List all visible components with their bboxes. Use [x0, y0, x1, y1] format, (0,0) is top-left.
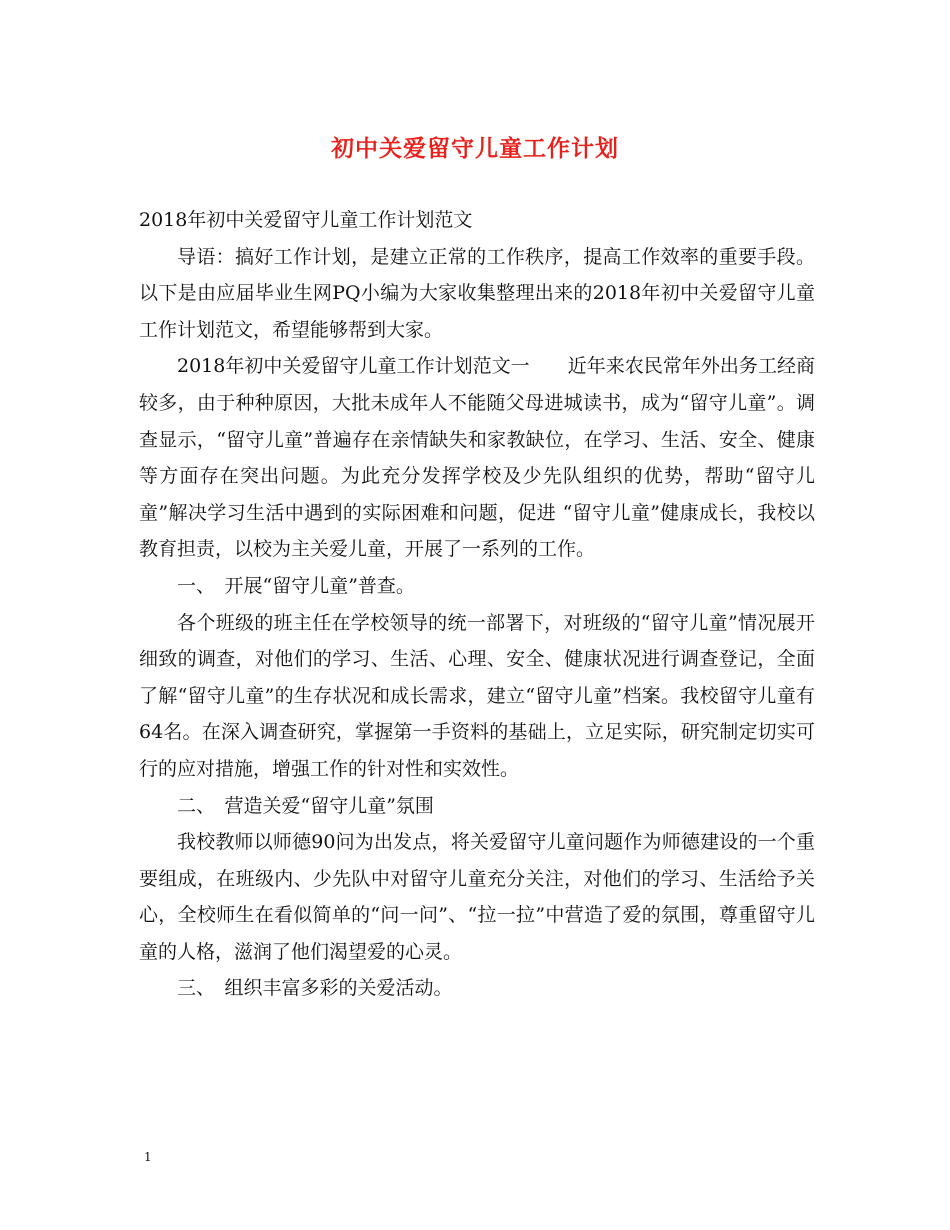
section-heading-3: 三、 组织丰富多彩的关爱活动。 [177, 977, 453, 1000]
subtitle-paragraph: 2018年初中关爱留守儿童工作计划范文 [139, 209, 473, 231]
document-body [139, 202, 815, 1007]
intro-paragraph: 导语：搞好工作计划，是建立正常的工作秩序，提高工作效率的重要手段。以下是由应届毕业生网PQ小编为大家收集整理出来的2018年初中关爱留守儿童工作计划范文，希望能够帮到大家。 [139, 245, 815, 341]
page-number: 1 [144, 1150, 152, 1164]
body-paragraph-3: 我校教师以师德90问为出发点，将关爱留守儿童问题作为师德建设的一个重要组成，在班级内、少先队中对留守儿童充分关注，对他们的学习、生活给予关心，全校师生在看似简单的“问一问”、“拉一拉”中营造了爱的氛围，尊重留守儿童的人格，滋润了他们渴望爱的心灵。 [139, 831, 815, 963]
document-title: 初中关爱留守儿童工作计划 [331, 135, 619, 162]
body-paragraph-1: 2018年初中关爱留守儿童工作计划范文一 近年来农民常年外出务工经商较多，由于种种原因，大批未成年人不能随父母进城读书，成为“留守儿童”。调查显示，“留守儿童”普遍存在亲情缺失和家教缺位，在学习、生活、安全、健康等方面存在突出问题。为此充分发挥学校及少先队组织的优势，帮助“留守儿童”解决学习生活中遇到的实际困难和问题，促进 “留守儿童”健康成长，我校以教育担责，以校为主关爱儿童，开展了一系列的工作。 [139, 355, 815, 561]
section-heading-1: 一、 开展“留守儿童”普查。 [177, 574, 415, 597]
section-heading-2: 二、 营造关爱“留守儿童”氛围 [177, 794, 434, 817]
body-paragraph-2: 各个班级的班主任在学校领导的统一部署下，对班级的“留守儿童”情况展开细致的调查，对他们的学习、生活、心理、安全、健康状况进行调查登记，全面了解“留守儿童”的生存状况和成长需求，建立“留守儿童”档案。我校留守儿童有64名。在深入调查研究，掌握第一手资料的基础上，立足实际，研究制定切实可行的应对措施，增强工作的针对性和实效性。 [139, 611, 815, 780]
